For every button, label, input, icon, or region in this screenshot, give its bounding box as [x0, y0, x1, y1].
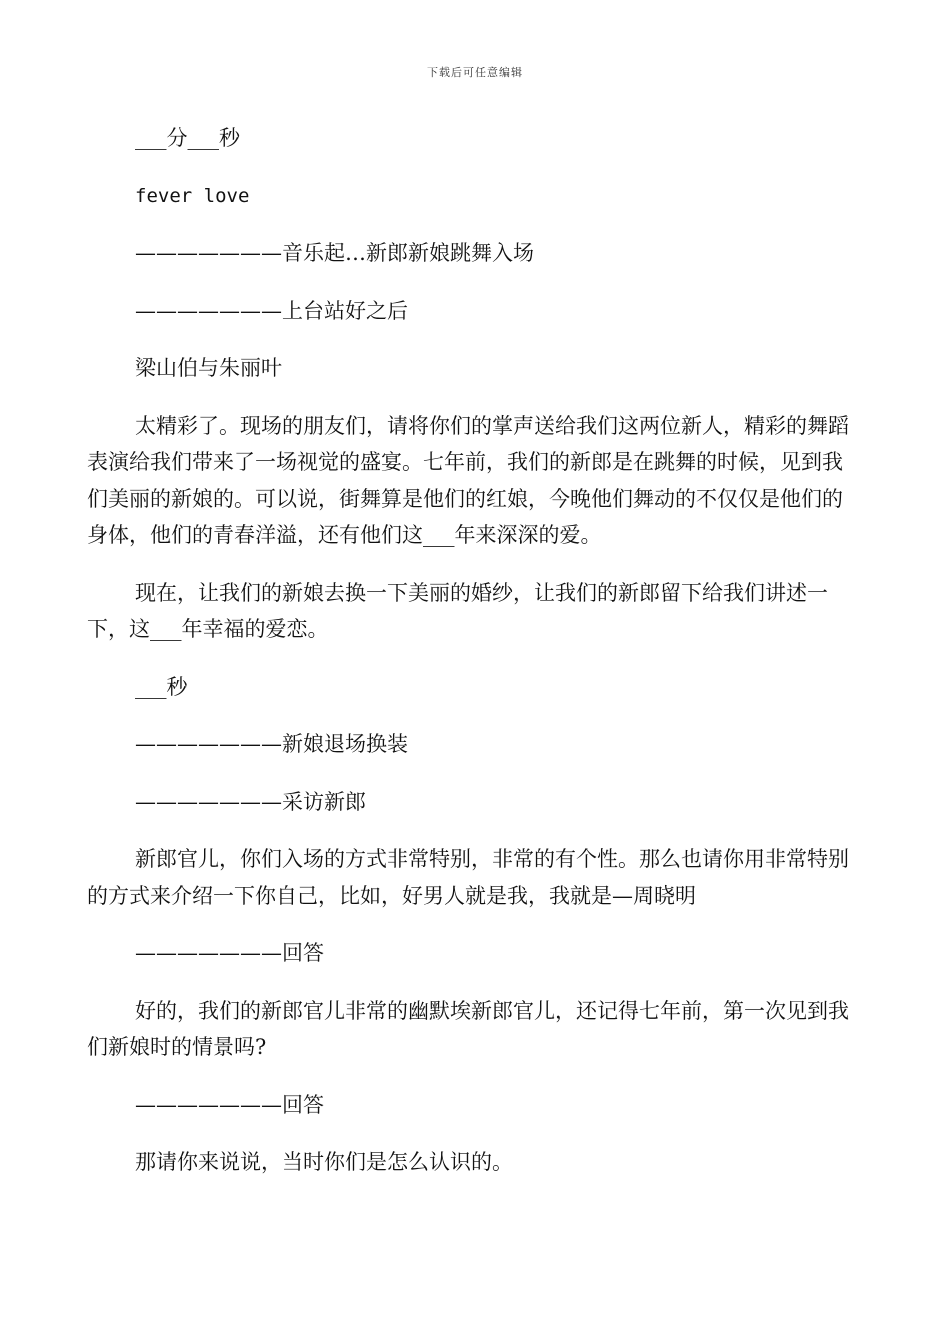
paragraph-stage-direction-interview: ———————采访新郎	[135, 789, 366, 814]
paragraph-stage-direction-answer-2: ———————回答	[135, 1092, 324, 1117]
paragraph-host-speech-dress: 现在，让我们的新娘去换一下美丽的婚纱，让我们的新郎留下给我们讲述一下，这___年幸福的爱恋。	[87, 580, 828, 641]
paragraph-stage-direction-bride-exit: ———————新娘退场换装	[135, 732, 408, 756]
paragraph-timer-seconds: ___秒	[135, 674, 188, 699]
paragraph-stage-direction-entrance: ———————音乐起…新郎新娘跳舞入场	[135, 241, 534, 265]
paragraph-host-question-first-meet: 好的，我们的新郎官儿非常的幽默埃新郎官儿，还记得七年前，第一次见到我们新娘时的情景吗?	[87, 998, 849, 1059]
paragraph-host-question-intro: 新郎官儿，你们入场的方式非常特别，非常的有个性。那么也请你用非常特别的方式来介绍一下你自己，比如，好男人就是我，我就是—周晓明	[87, 847, 849, 908]
paragraph-host-question-how-met: 那请你来说说，当时你们是怎么认识的。	[135, 1150, 513, 1174]
paragraph-song-title: fever love	[135, 184, 250, 207]
paragraph-stage-direction-answer-1: ———————回答	[135, 941, 324, 965]
page-header-note: 下载后可任意编辑	[427, 66, 523, 79]
paragraph-stage-direction-stand: ———————上台站好之后	[135, 298, 408, 323]
document-body	[87, 120, 857, 1202]
paragraph-timer-minutes-seconds: ___分___秒	[135, 126, 240, 150]
paragraph-song-name: 梁山伯与朱丽叶	[135, 356, 282, 380]
paragraph-host-speech-dance: 太精彩了。现场的朋友们，请将你们的掌声送给我们这两位新人，精彩的舞蹈表演给我们带来了一场视觉的盛宴。七年前，我们的新郎是在跳舞的时候，见到我们美丽的新娘的。可以说，街舞算是他们的红娘，今晚他们舞动的不仅仅是他们的身体，他们的青春洋溢，还有他们这___年来深深的爱。	[87, 413, 849, 547]
